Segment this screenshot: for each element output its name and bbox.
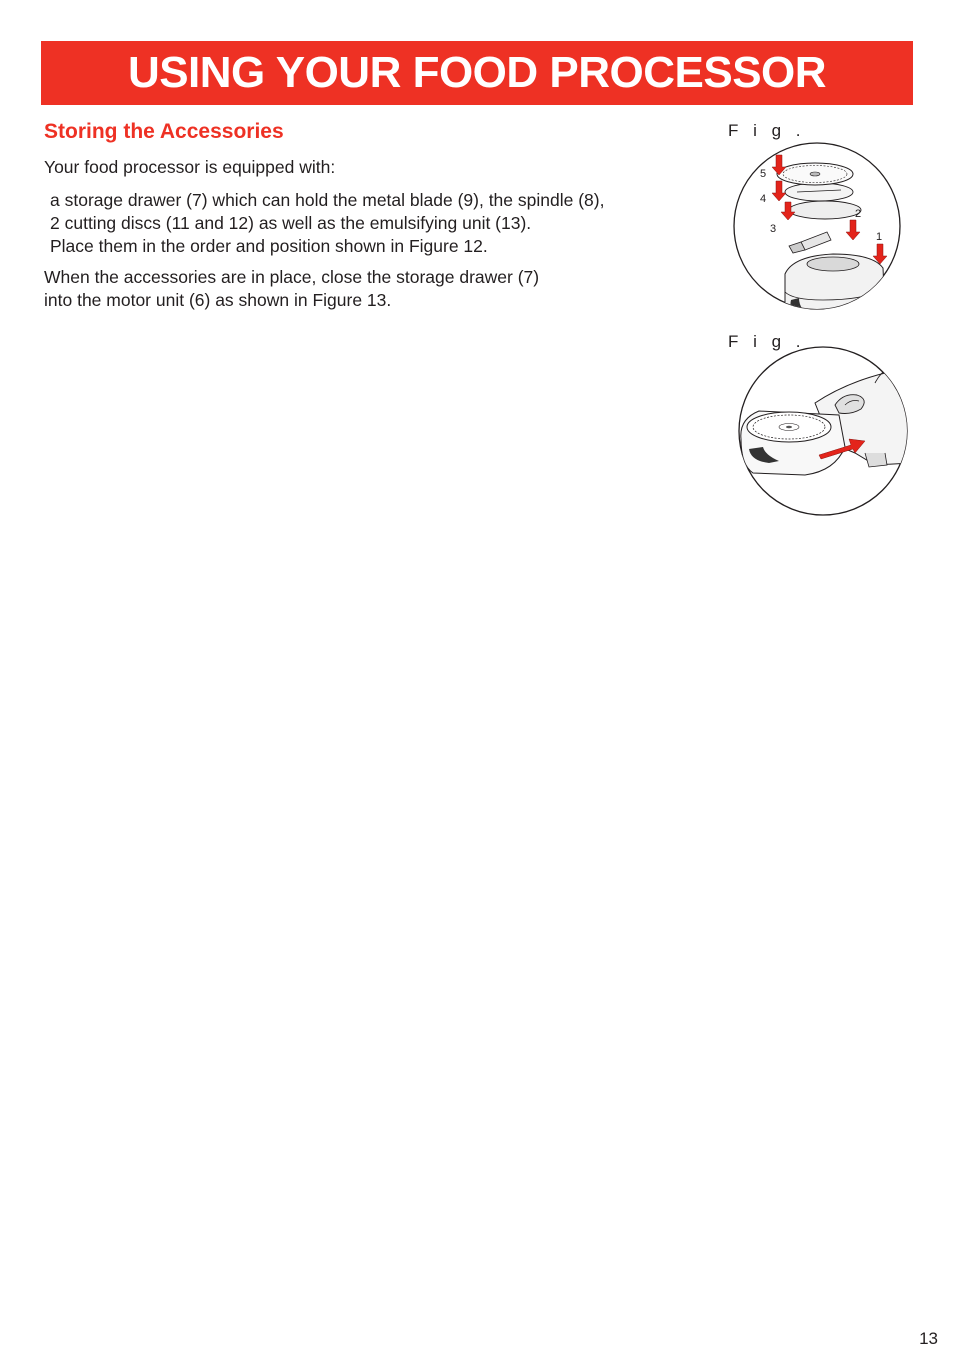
callout-5: 5 — [760, 168, 767, 180]
list-item: 2 cutting discs (11 and 12) as well as the emulsifying unit (13). — [50, 213, 532, 233]
closing-text — [44, 266, 539, 312]
callout-1: 1 — [876, 231, 883, 243]
list-item: Place them in the order and position shown in Figure 12. — [50, 236, 488, 256]
figure-13-illustration — [735, 343, 911, 519]
figure-12-illustration — [733, 140, 903, 312]
list-item: a storage drawer (7) which can hold the metal blade (9), the spindle (8), — [50, 190, 605, 210]
figure-12-label: F i g . — [728, 121, 806, 140]
callout-4: 4 — [760, 193, 767, 205]
accessory-list — [50, 189, 604, 258]
callout-2: 2 — [855, 208, 862, 220]
callout-3: 3 — [770, 223, 777, 235]
closing-line: into the motor unit (6) as shown in Figure 13. — [44, 290, 392, 310]
figure-13-label: F i g . — [728, 332, 806, 351]
page-number: 13 — [919, 1329, 938, 1348]
title-banner — [41, 41, 913, 105]
section-title: Storing the Accessories — [44, 120, 284, 143]
page-title: USING YOUR FOOD PROCESSOR — [127, 48, 827, 97]
closing-line: When the accessories are in place, close the storage drawer (7) — [44, 267, 540, 287]
intro-text: Your food processor is equipped with: — [44, 157, 336, 177]
